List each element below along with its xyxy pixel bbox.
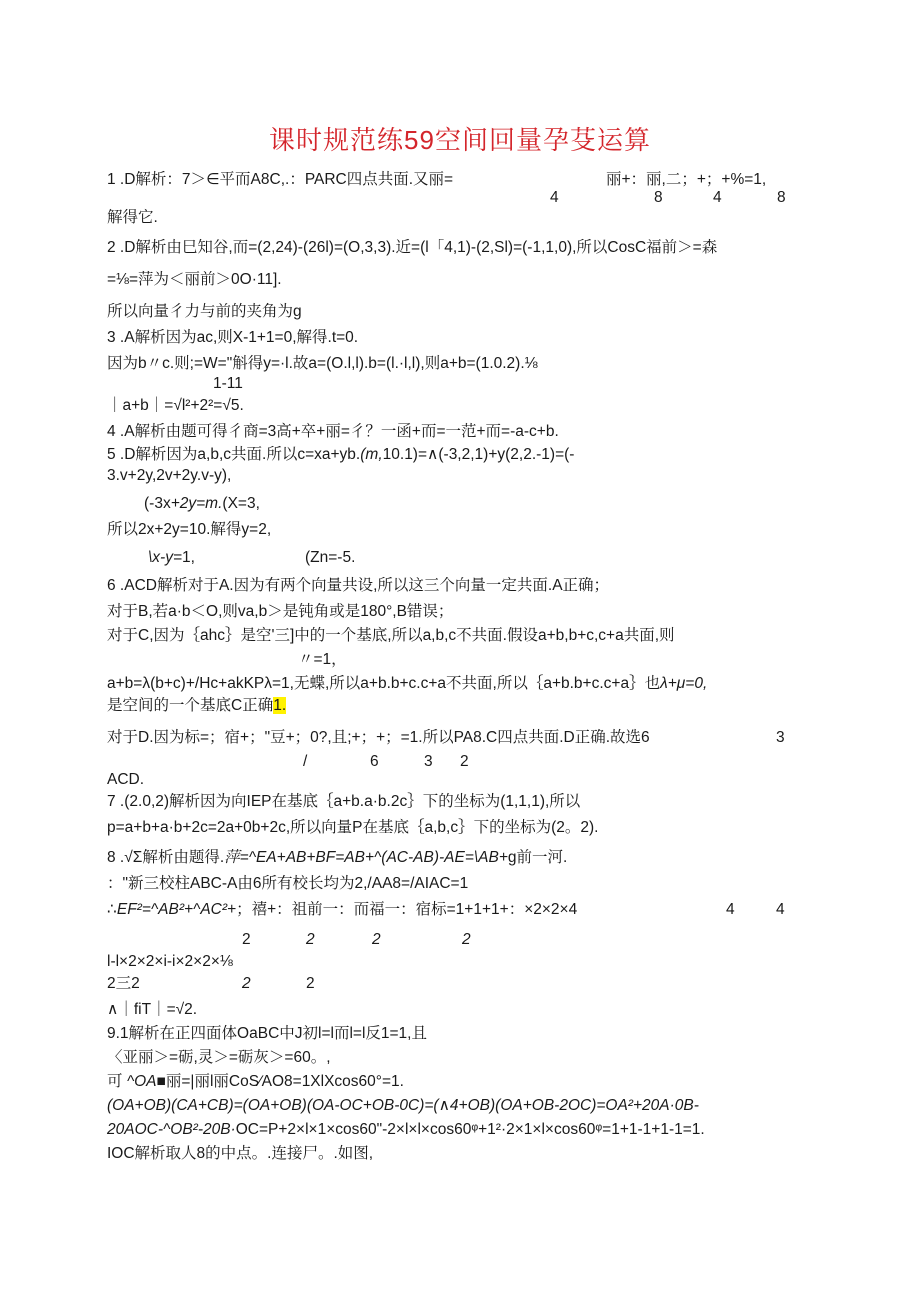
highlighted-text: 1.: [273, 697, 287, 714]
q3-line-1: 3 .A解析因为ac,则X-1+1=0,解得.t=0.: [107, 329, 359, 346]
q5-line-1-part-b: (m,: [360, 446, 383, 463]
q8-line-3-right-a: 4: [726, 901, 735, 918]
q7-line-1: 7 .(2.0,2)解析因为向IEP在基底｛a+b.a·b.2c｝下的坐标为(1,1,1),所以: [107, 793, 581, 810]
q8-subscript: 2: [242, 931, 251, 948]
q2-line-1: 2 .D解析由巳知谷,而=(2,24)-(26l)=(O,3,3).近=(l「4,1)-(2,Sl)=(-1,1,0),所以CosC福前＞=森: [107, 239, 718, 256]
q8-subscript: 2: [306, 931, 315, 948]
q9-line-3-part-c: 丽=|丽l丽CoS∕AO8=1XlXcos60°=1.: [165, 1073, 404, 1090]
q10-line-1: IOC解析取人8的中点。.连接尸。.如图,: [107, 1145, 374, 1162]
q8-line-5-frag: 2: [242, 975, 251, 992]
q9-line-3: [107, 1072, 404, 1092]
q6-line-3: 对于C,因为｛ahc｝是空'三]中的一个基底,所以a,b,c不共面.假设a+b,b+c,c+a共面,则: [107, 627, 675, 644]
q1-line-1: 1 .D解析：7＞∈平而A8C,.：PARC四点共面.又丽=: [107, 171, 454, 188]
q5-line-3-part-c: (X=3,: [222, 495, 260, 512]
q5-line-5-right: (Zn=-5.: [305, 549, 356, 566]
q9-line-1: 9.1解析在正四面体OaBC中J初l=l而l=l反1=1,且: [107, 1025, 427, 1042]
q1-line-1-right: 丽+：丽,二；+；+%=1,: [606, 171, 767, 188]
q5-line-5-part-a: \x-y=: [148, 549, 183, 566]
q8-line-5: 2三2: [107, 975, 140, 992]
q6-line-5-part-b: λ+μ=0,: [660, 675, 708, 692]
q9-line-4: (OA+OB)(CA+CB)=(OA+OB)(OA-OC+OB-0C)=(∧4+OB)(OA+OB-2OC)=OA²+20A·0B-: [107, 1097, 699, 1114]
q1-line-2: 解得它.: [107, 209, 158, 226]
q8-line-1-part-a: 8 .√Σ解析由题得.: [107, 849, 225, 866]
q5-line-5: [148, 548, 195, 568]
q8-line-1-part-c: g前一河.: [507, 849, 568, 866]
q5-line-3-part-b: +2y=m.: [170, 495, 223, 512]
q8-subscript: 2: [462, 931, 471, 948]
q8-line-1: [107, 848, 567, 868]
q5-line-1: [107, 445, 574, 465]
q8-line-3-part-a: ∴EF²=^AB²+^AC²+: [107, 901, 237, 918]
q8-line-2: ："新三校柱ABC-A由6所有校长均为2,/AA8=/AIAC=1: [107, 875, 469, 892]
q6-line-5: [107, 674, 707, 694]
q5-line-3-part-a: (-3x: [144, 495, 171, 512]
q5-line-1-part-c: 10.1)=∧(-3,2,1)+y(2,2.-1)=(-: [382, 446, 575, 463]
q6-line-6-part-a: 是空间的一个基底C正确: [107, 697, 274, 714]
q6-line-6: [107, 696, 286, 716]
q8-line-3-right-b: 4: [776, 901, 785, 918]
q7-line-2: p=a+b+a·b+2c=2a+0b+2c,所以向量P在基底｛a,b,c｝下的坐标为(2。2).: [107, 819, 599, 836]
q1-subscript: 4: [713, 189, 722, 206]
q5-line-3: [144, 494, 260, 514]
q9-line-5: [107, 1120, 705, 1140]
q6-subscript: /: [303, 753, 308, 770]
q6-subscript: 3: [424, 753, 433, 770]
q8-line-5-frag: 2: [306, 975, 315, 992]
q5-line-1-part-a: 5 .D解析因为a,b,c共面.所以c=xa+yb.: [107, 446, 361, 463]
q6-line-1: 6 .ACD解析对于A.因为有两个向量共设,所以这三个向量一定共面.A正确；: [107, 577, 610, 594]
q6-line-2: 对于B,若a·b＜O,则va,b＞是钝角或是180°,B错误；: [107, 603, 454, 620]
page-title: 课时规范练59空间回量孕芟运算: [269, 125, 651, 155]
q8-subscript: 2: [372, 931, 381, 948]
q6-subscript: 6: [370, 753, 379, 770]
q3-line-2: 因为b〃c.则;=W="斛得y=·l.故a=(O.l,l).b=(l.·l,l),则a+b=(1.0.2).⅛: [107, 355, 538, 372]
q6-line-4: 〃=1，: [298, 651, 347, 668]
q6-line-8: ACD.: [107, 771, 145, 788]
q8-line-6: ∧｜fiT｜=√2.: [107, 1001, 198, 1018]
q6-subscript: 2: [460, 753, 469, 770]
q2-line-3: 所以向量彳力与前的夹角为g: [107, 303, 302, 320]
q5-line-4: 所以2x+2y=10.解得y=2,: [107, 521, 272, 538]
q5-line-5-part-b: 1,: [182, 549, 195, 566]
q1-subscript: 8: [654, 189, 663, 206]
q8-line-4: l-l×2×2×i-i×2×2×⅛: [107, 953, 233, 970]
q6-line-7-right: 3: [776, 729, 785, 746]
q3-subscript: 1-11: [213, 375, 243, 392]
q9-line-3-part-b: ^OA■: [126, 1073, 166, 1090]
q2-line-2: =⅛=萍为＜丽前＞0O·11].: [107, 271, 282, 288]
q6-line-7: 对于D.因为标=；宿+；"豆+；0?,且;+；+；=1.所以PA8.C四点共面.D正确.故选6: [107, 729, 650, 746]
q4-line-1: 4 .A解析由题可得彳商=3高+卒+丽=彳？一函+而=一范+而=-a-c+b.: [107, 423, 559, 440]
q9-line-3-part-a: 可: [107, 1073, 123, 1090]
q8-line-3: [107, 900, 577, 920]
q5-line-2: 3.v+2y,2v+2y.v-y),: [107, 467, 232, 484]
q6-line-5-part-a: a+b=λ(b+c)+/Hc+akKPλ=1,无蝶,所以a+b.b+c.c+a不共面,所以｛a+b.b+c.c+a｝也: [107, 675, 661, 692]
q8-line-3-part-b: ；禧+：祖前一：而福一：宿标=1+1+1+：×2×2×4: [236, 901, 578, 918]
q9-line-2: 〈亚丽＞=砺,灵＞=砺灰＞=60。,: [107, 1049, 331, 1066]
q1-subscript: 4: [550, 189, 559, 206]
q8-line-1-part-b: 萍=^EA+AB+BF=AB+^(AC-AB)-AE=\AB+: [224, 849, 508, 866]
q9-line-5-part-b: OC=P+2×l×1×cos60"-2×l×l×cos60ᵠ+1²·2×1×l×cos60ᵠ=1+1-1+1-1=1.: [235, 1121, 705, 1138]
q1-subscript: 8: [777, 189, 786, 206]
q3-line-3: ｜a+b｜=√l²+2²=√5.: [107, 397, 244, 414]
q9-line-5-part-a: 20AOC-^OB²-20B·: [107, 1121, 236, 1138]
